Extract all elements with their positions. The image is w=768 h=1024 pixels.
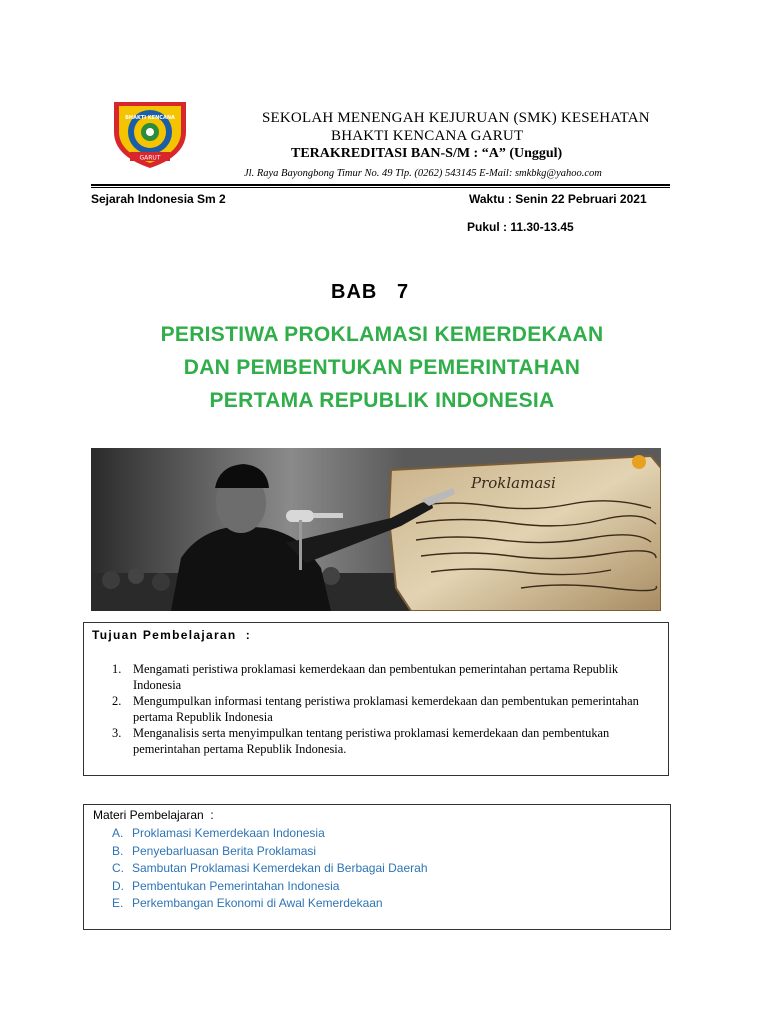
school-name-line1: SEKOLAH MENENGAH KEJURUAN (SMK) KESEHATAN — [262, 110, 650, 126]
letterhead-divider-thick — [91, 184, 670, 186]
learning-materials-heading: Materi Pembelajaran : — [93, 808, 214, 822]
list-item-letter: C. — [112, 861, 124, 875]
list-item-number: 3. — [112, 726, 122, 740]
list-item-text: Penyebarluasan Berita Proklamasi — [132, 843, 317, 858]
list-item — [112, 725, 667, 757]
learning-objectives-list — [112, 661, 667, 757]
list-item-text: Mengumpulkan informasi tentang peristiwa proklamasi kemerdekaan dan pembentukan pemerintahan pertama Republik Indonesia — [133, 694, 639, 724]
school-logo-icon — [106, 98, 194, 170]
learning-objectives-box — [83, 622, 669, 776]
accreditation-line: TERAKREDITASI BAN-S/M : “A” (Unggul) — [291, 146, 563, 161]
learning-materials-list — [112, 825, 428, 913]
chapter-title-line: PERISTIWA PROKLAMASI KEMERDEKAAN — [160, 323, 604, 346]
school-address: Jl. Raya Bayongbong Timur No. 49 Tlp. (0262) 543145 E-Mail: smkbkg@yahoo.com — [244, 168, 602, 179]
list-item-text: Menganalisis serta menyimpulkan tentang peristiwa proklamasi kemerdekaan dan pembentukan pemerintahan pertama Republik Indonesia. — [133, 726, 610, 756]
list-item — [112, 860, 428, 878]
list-item-text: Pembentukan Pemerintahan Indonesia — [132, 878, 340, 893]
learning-materials-box — [83, 804, 671, 930]
svg-text:Proklamasi: Proklamasi — [471, 474, 556, 492]
list-item-text: Sambutan Proklamasi Kemerdekan di Berbagai Daerah — [132, 861, 428, 875]
list-item-letter: E. — [112, 896, 124, 910]
list-item — [112, 661, 667, 693]
svg-text:GARUT: GARUT — [139, 154, 161, 162]
letterhead-divider-thin — [91, 187, 670, 188]
list-item — [112, 878, 428, 896]
list-item-letter: B. — [112, 843, 124, 858]
list-item — [112, 843, 428, 861]
subject-label: Sejarah Indonesia Sm 2 — [91, 192, 226, 206]
list-item-number: 2. — [112, 694, 122, 708]
list-item-number: 1. — [112, 662, 122, 676]
learning-objectives-heading: Tujuan Pembelajaran : — [92, 628, 252, 642]
chapter-title-line: PERTAMA REPUBLIK INDONESIA — [209, 389, 555, 412]
proclamation-photo — [91, 448, 661, 611]
proclamation-photo-image — [91, 448, 661, 611]
list-item — [112, 693, 667, 725]
list-item — [112, 825, 428, 843]
list-item-text: Mengamati peristiwa proklamasi kemerdekaan dan pembentukan pemerintahan pertama Republik Indonesia — [133, 662, 619, 692]
list-item — [112, 895, 428, 913]
chapter-title — [80, 318, 684, 417]
time-label: Pukul : 11.30-13.45 — [467, 220, 574, 234]
date-label: Waktu : Senin 22 Pebruari 2021 — [469, 192, 647, 206]
list-item-text: Perkembangan Ekonomi di Awal Kemerdekaan — [132, 896, 383, 910]
list-item-letter: A. — [112, 826, 124, 840]
school-name-line2: BHAKTI KENCANA GARUT — [331, 128, 524, 144]
svg-text:BHAKTI KENCANA: BHAKTI KENCANA — [125, 115, 175, 121]
list-item-text: Proklamasi Kemerdekaan Indonesia — [132, 826, 325, 840]
list-item-letter: D. — [112, 878, 124, 893]
chapter-title-line: DAN PEMBENTUKAN PEMERINTAHAN — [183, 356, 581, 379]
chapter-number: BAB 7 — [331, 281, 410, 303]
